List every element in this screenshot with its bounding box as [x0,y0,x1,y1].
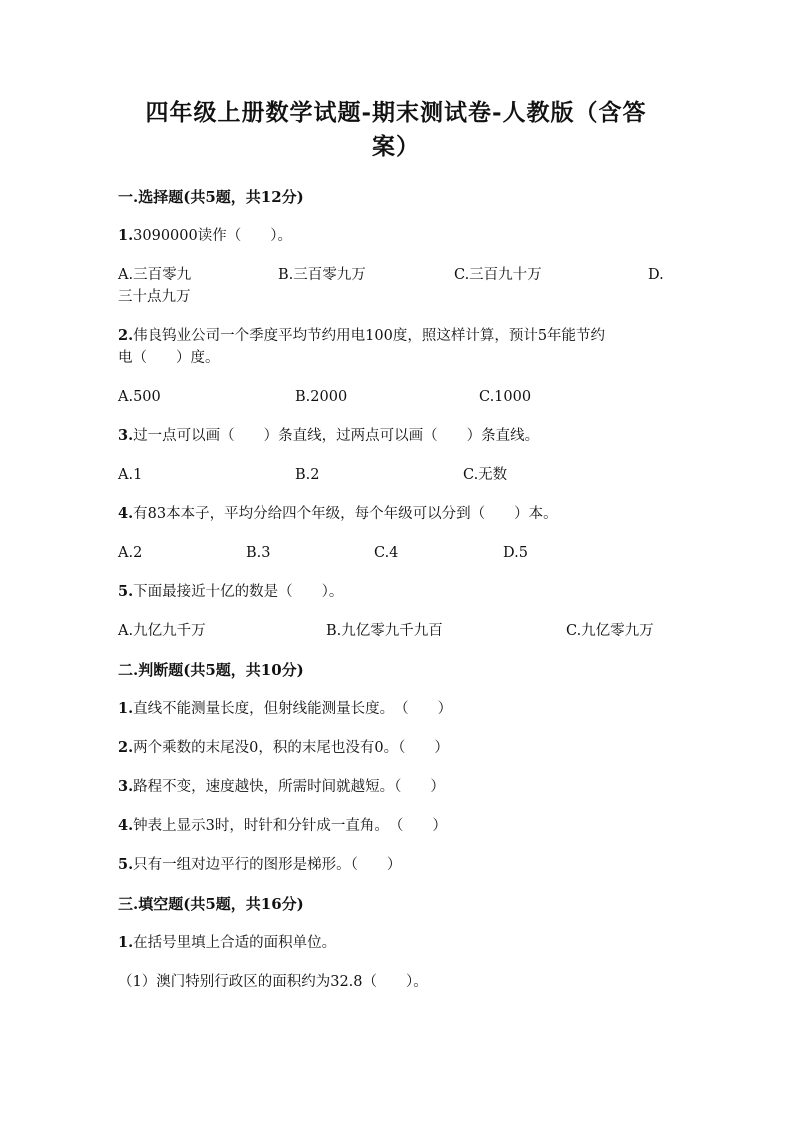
options [118,542,674,564]
option: A.2 [118,545,143,561]
option: A.500 [118,389,161,405]
option-continued: 三十点九万 [118,289,191,305]
question: 3.路程不变，速度越快，所需时间就越短。（ ） [118,778,445,795]
question: 4.钟表上显示3时，时针和分针成一直角。 （ ） [118,817,447,834]
option: C.九亿零九万 [566,623,654,639]
question: 3.过一点可以画（ ）条直线，过两点可以画（ ）条直线。 [118,427,540,444]
question: 2.伟良钨业公司一个季度平均节约用电100度，照这样计算，预计5年能节约 [118,327,606,344]
option: C.1000 [479,389,532,405]
question: 5.只有一组对边平行的图形是梯形。（ ） [118,856,402,873]
title-line-1: 四年级上册数学试题-期末测试卷-人教版（含答 [145,99,647,126]
option: C.三百九十万 [454,267,542,283]
question: 1.直线不能测量长度，但射线能测量长度。 （ ） [118,700,453,717]
option: B.九亿零九千九百 [326,623,443,639]
option: A.1 [118,467,143,483]
question-continued: 电（ ）度。 [118,350,220,366]
option: B.3 [246,545,271,561]
option: C.4 [374,545,399,561]
exam-page [118,96,674,993]
options [118,620,674,642]
section-heading-choice: 一.选择题(共5题，共12分) [118,188,304,206]
option: D.5 [503,545,528,561]
options [118,464,674,486]
title-line-2: 案） [372,133,420,160]
question: 4.有83本本子，平均分给四个年级，每个年级可以分到（ ）本。 [118,505,558,522]
option: B.三百零九万 [278,267,366,283]
option: C.无数 [463,467,508,483]
question: 1.在括号里填上合适的面积单位。 [118,934,337,951]
options-continued [118,286,674,308]
option: A.三百零九 [118,267,192,283]
question: 5.下面最接近十亿的数是（ ）。 [118,583,344,600]
question: 1.3090000读作（ ）。 [118,227,292,244]
option: B.2 [295,467,320,483]
option: D. [648,267,664,283]
question: 2.两个乘数的末尾没0，积的末尾也没有0。（ ） [118,739,449,756]
sub-question: （1）澳门特别行政区的面积约为32.8（ ）。 [118,974,428,990]
section-heading-judge: 二.判断题(共5题，共10分) [118,661,304,679]
option: B.2000 [295,389,348,405]
page-title [118,96,674,164]
option: A.九亿九千万 [118,623,206,639]
options [118,386,674,408]
options [118,264,674,286]
section-heading-fill: 三.填空题(共5题，共16分) [118,895,304,913]
